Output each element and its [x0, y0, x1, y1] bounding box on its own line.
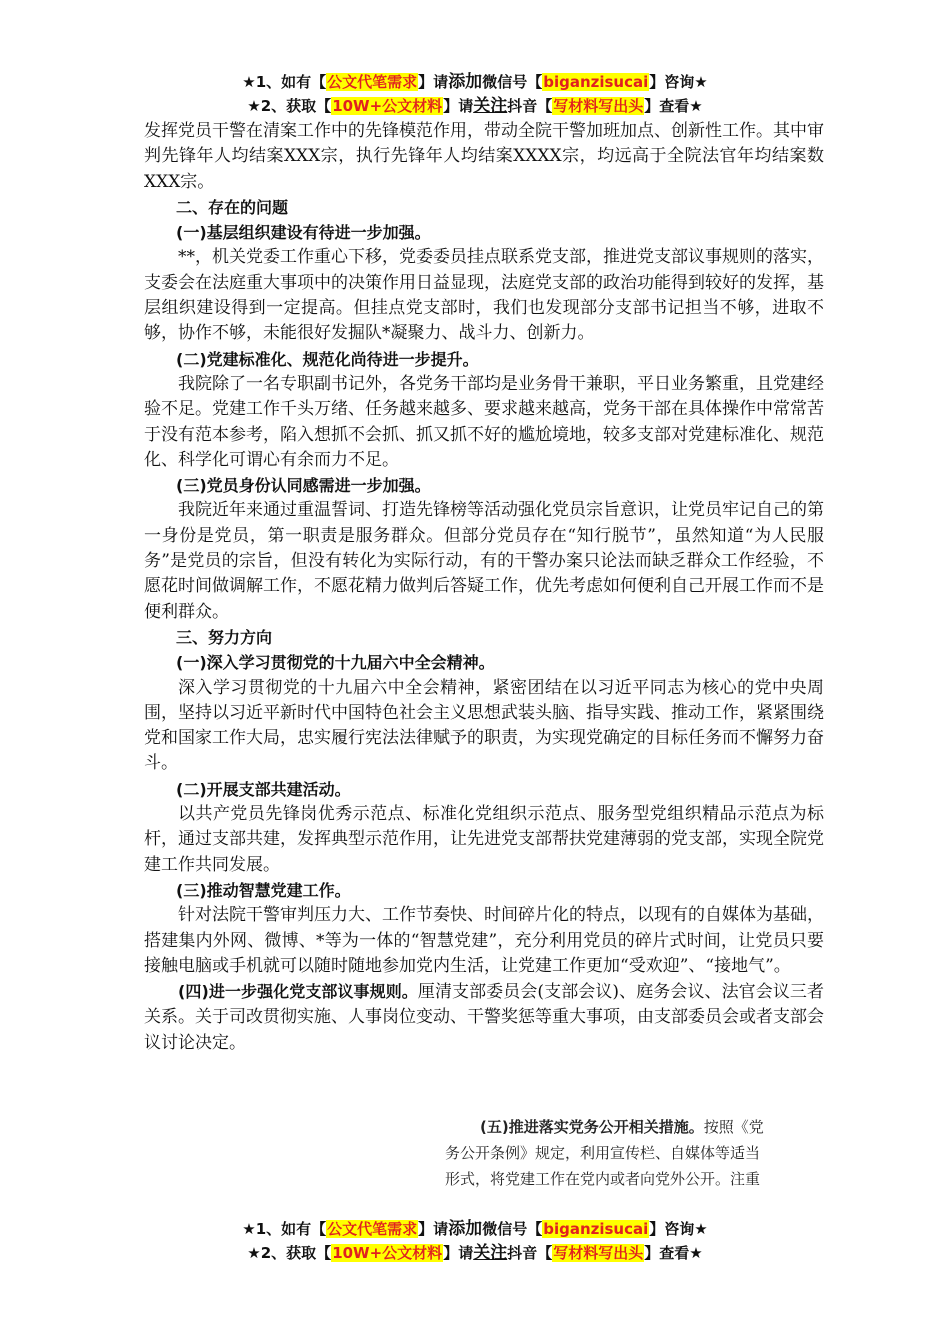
- banner-text: 微信号【: [482, 73, 543, 91]
- banner-highlight: biganzisucai: [543, 73, 649, 91]
- banner-text: 】请: [443, 97, 474, 115]
- paragraph: 深入学习贯彻党的十九届六中全会精神，紧密团结在以习近平同志为核心的党中央周围，坚持以习近平新时代中国特色社会主义思想武装头脑、指导实践、推动工作，紧紧围绕党和国家工作大局，忠实履行宪法法律赋予的职责，为实现党确定的目标任务而不懈努力奋斗。: [144, 677, 824, 774]
- line-text: 按照《党: [703, 1118, 764, 1136]
- subsection-heading: (二)开展支部共建活动。: [176, 779, 351, 799]
- banner-text: ★2、获取【: [247, 1244, 332, 1262]
- promo-banner-top-line-1: [0, 70, 950, 94]
- promo-banner-bottom-line-1: [0, 1217, 950, 1241]
- banner-highlight: 公文代笔需求: [327, 1220, 418, 1238]
- promo-banner-top-line-2: [0, 94, 950, 118]
- banner-highlight: 写材料写出头: [553, 97, 644, 115]
- paragraph: **，机关党委工作重心下移，党委委员挂点联系党支部，推进党支部议事规则的落实，支委会在法庭重大事项中的决策作用日益显现，法庭党支部的政治功能得到较好的发挥，基层组织建设得到一定提高。但挂点党支部时，我们也发现部分支部书记担当不够，进取不够，协作不够，未能很好发掘队*凝聚力、战斗力、创新力。: [144, 247, 824, 344]
- banner-text: 】咨询★: [649, 73, 708, 91]
- banner-highlight: 10W+公文材料: [332, 97, 443, 115]
- section-heading: 三、努力方向: [176, 627, 273, 647]
- banner-highlight: biganzisucai: [543, 1220, 649, 1238]
- banner-highlight: 10W+公文材料: [332, 1244, 443, 1262]
- subsection-heading: (三)推动智慧党建工作。: [176, 880, 351, 900]
- inline-heading: (四)进一步强化党支部议事规则。: [178, 982, 418, 1002]
- banner-text: ★2、获取【: [247, 97, 332, 115]
- continued-text-block: [445, 1114, 803, 1192]
- banner-highlight: 公文代笔需求: [327, 73, 418, 91]
- continued-line: 务公开条例》规定，利用宣传栏、自媒体等适当: [445, 1144, 761, 1162]
- banner-highlight: 写材料写出头: [553, 1244, 644, 1262]
- paragraph: 我院近年来通过重温誓词、打造先锋榜等活动强化党员宗旨意识，让党员牢记自己的第一身份是党员，第一职责是服务群众。但部分党员存在“知行脱节”，虽然知道“为人民服务”是党员的宗旨，但没有转化为实际行动，有的干警办案只论法而缺乏群众工作经验，不愿花时间做调解工作，不愿花精力做判后答疑工作，优先考虑如何便利自己开展工作而不是便利群众。: [144, 500, 824, 622]
- banner-text: 】咨询★: [649, 1220, 708, 1238]
- banner-text: 添加: [448, 72, 483, 92]
- banner-text: 微信号【: [482, 1220, 543, 1238]
- paragraph: 我院除了一名专职副书记外，各党务干部均是业务骨干兼职，平日业务繁重，且党建经验不足。党建工作千头万绪、任务越来越多、要求越来越高，党务干部在具体操作中常常苦于没有范本参考，陷入想抓不会抓、抓又抓不好的尴尬境地，较多支部对党建标准化、规范化、科学化可谓心有余而力不足。: [144, 373, 824, 470]
- banner-text: 】请: [418, 73, 449, 91]
- banner-text: 】请: [418, 1220, 449, 1238]
- section-heading: 二、存在的问题: [176, 197, 289, 217]
- banner-text: 添加: [448, 1219, 483, 1239]
- banner-text: 】查看★: [644, 1244, 703, 1262]
- paragraph: 发挥党员干警在清案工作中的先锋模范作用，带动全院干警加班加点、创新性工作。其中审判先锋年人均结案XXX宗，执行先锋年人均结案XXXX宗，均远高于全院法官年均结案数XXX宗。: [144, 121, 824, 192]
- banner-text: 抖音【: [507, 1244, 553, 1262]
- banner-text: ★1、如有【: [242, 1220, 327, 1238]
- continued-line: 形式，将党建工作在党内或者向党外公开。注重: [445, 1170, 761, 1188]
- banner-text: 关注: [473, 1243, 508, 1263]
- banner-text: 抖音【: [507, 97, 553, 115]
- subsection-heading: (一)深入学习贯彻党的十九届六中全会精神。: [176, 653, 495, 673]
- paragraph: 针对法院干警审判压力大、工作节奏快、时间碎片化的特点，以现有的自媒体为基础，搭建集内外网、微博、*等为一体的“智慧党建”，充分利用党员的碎片式时间，让党员只要接触电脑或手机就可以随时随地参加党内生活，让党建工作更加“受欢迎”、“接地气”。: [144, 905, 824, 976]
- paragraph: [144, 979, 824, 1056]
- inline-heading: (五)推进落实党务公开相关措施。: [480, 1118, 704, 1136]
- banner-text: 】查看★: [644, 97, 703, 115]
- banner-text: 关注: [473, 96, 508, 116]
- document-body: [144, 119, 824, 1056]
- subsection-heading: (一)基层组织建设有待进一步加强。: [176, 223, 431, 243]
- banner-text: 】请: [443, 1244, 474, 1262]
- promo-banner-bottom-line-2: [0, 1241, 950, 1265]
- paragraph-text: 厘清支部委员会(支部会议)、庭务会议、法官会议三者关系。关于司改贯彻实施、人事岗位变动、干警奖惩等重大事项，由支部委员会或者支部会议讨论决定。: [144, 982, 824, 1053]
- continued-line: [445, 1114, 803, 1140]
- paragraph: 以共产党员先锋岗优秀示范点、标准化党组织示范点、服务型党组织精品示范点为标杆，通过支部共建，发挥典型示范作用，让先进党支部帮扶党建薄弱的党支部，实现全院党建工作共同发展。: [144, 804, 824, 875]
- banner-text: ★1、如有【: [242, 73, 327, 91]
- subsection-heading: (三)党员身份认同感需进一步加强。: [176, 476, 431, 496]
- subsection-heading: (二)党建标准化、规范化尚待进一步提升。: [176, 349, 479, 369]
